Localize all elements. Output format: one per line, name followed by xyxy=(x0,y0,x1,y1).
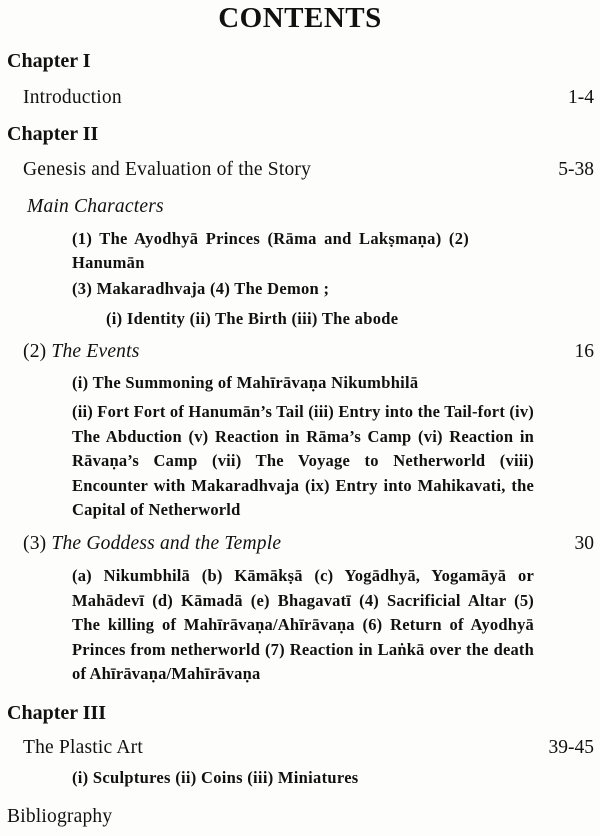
goddess-number: (3) xyxy=(23,533,47,554)
goddess-title: The Goddess and the Temple xyxy=(51,533,282,554)
main-characters-line: (1) The Ayodhyā Princes (Rāma and Lakṣmaṇa) (2) xyxy=(72,229,470,248)
events-pages: 16 xyxy=(574,341,594,362)
chapter-2-heading: Chapter II xyxy=(7,123,99,145)
chapter-3-line: (i) Sculptures (ii) Coins (iii) Miniatures xyxy=(72,768,359,787)
chapter-3-heading: Chapter III xyxy=(7,702,107,724)
events-paragraph: (ii) Fort Fort of Hanumān’s Tail (iii) Entry into the Tail-fort (iv) The Abduction (v) Reaction in Rāma’s Camp (vi) Reaction in Rāvaṇa’s Camp (vii) The Voyage to Netherworld (viii) Encounter with Makaradhvaja (ix) Entry into Mahikavati, the Capital of Netherworld xyxy=(72,402,534,520)
chapter-3-entry: The Plastic Art xyxy=(23,737,143,758)
chapter-2-entry: Genesis and Evaluation of the Story xyxy=(23,159,312,180)
chapter-1-entry: Introduction xyxy=(23,87,122,108)
chapter-3-pages: 39-45 xyxy=(548,737,594,758)
events-heading xyxy=(23,341,140,363)
main-characters-line: (3) Makaradhvaja (4) The Demon ; xyxy=(72,279,330,298)
bibliography-heading: Bibliography xyxy=(7,806,113,827)
chapter-2-pages: 5-38 xyxy=(558,159,594,180)
events-number: (2) xyxy=(23,341,47,362)
events-title: The Events xyxy=(51,341,140,362)
main-characters-line: (i) Identity (ii) The Birth (iii) The abode xyxy=(106,309,399,328)
chapter-1-pages: 1-4 xyxy=(568,87,594,108)
chapter-1-heading: Chapter I xyxy=(7,50,91,72)
main-characters-heading: Main Characters xyxy=(27,196,164,217)
page-title: CONTENTS xyxy=(218,2,382,34)
goddess-heading xyxy=(23,533,281,555)
goddess-paragraph: (a) Nikumbhilā (b) Kāmākṣā (c) Yogādhyā, Yogamāyā or Mahādevī (d) Kāmadā (e) Bhagavatī (4) Sacrificial Altar (5) The killing of Mahīrāvaṇa/Ahīrāvaṇa (6) Return of Ayodhyā Princes from netherworld (7) Reaction in Laṅkā over the death of Ahīrāvaṇa/Mahīrāvaṇa xyxy=(72,566,534,684)
events-line: (i) The Summoning of Mahīrāvaṇa Nikumbhilā xyxy=(72,373,419,392)
main-characters-line: Hanumān xyxy=(72,253,145,272)
goddess-pages: 30 xyxy=(574,533,594,554)
